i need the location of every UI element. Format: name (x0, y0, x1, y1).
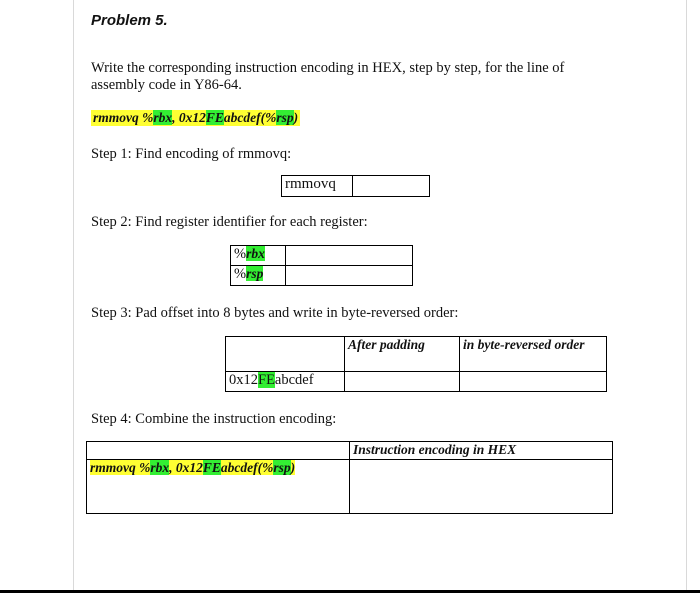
step3-padded-answer-cell[interactable] (345, 372, 460, 392)
step4-blank-header (87, 442, 350, 460)
instr-mnemonic: rmmovq % (90, 460, 151, 475)
instr-reg2: rsp (273, 460, 291, 475)
step2-reg-cell (231, 246, 286, 266)
step3-label: Step 3: Pad offset into 8 bytes and write in byte-reversed order: (91, 305, 459, 321)
step4-instruction-line (90, 460, 295, 475)
step1-answer-cell[interactable] (353, 176, 430, 197)
reg-prefix: % (234, 246, 247, 262)
instr-close: ) (290, 460, 296, 475)
instr-fe: FE (202, 460, 221, 475)
reg-rsp: rsp (246, 266, 264, 281)
reg-prefix: % (234, 266, 247, 282)
instruction-line (91, 110, 300, 126)
instr-close: ) (293, 110, 299, 125)
step4-table (86, 441, 613, 514)
step1-mnemonic-cell: rmmovq (282, 176, 353, 197)
offset-pre: 0x12 (229, 372, 258, 388)
step2-rsp-answer-cell[interactable] (286, 266, 413, 286)
offset-post: abcdef (274, 372, 314, 388)
step3-table (225, 336, 607, 392)
offset-fe: FE (258, 372, 275, 388)
step4-label: Step 4: Combine the instruction encoding: (91, 411, 337, 427)
page-right-edge (686, 0, 687, 593)
step3-blank-header (226, 337, 345, 372)
instr-reg2: rsp (276, 110, 294, 125)
step4-answer-cell[interactable] (350, 460, 613, 514)
instr-reg1: rbx (153, 110, 173, 125)
instr-tail: abcdef(% (220, 460, 274, 475)
instr-fe: FE (205, 110, 224, 125)
step3-reversed-answer-cell[interactable] (460, 372, 607, 392)
step3-byte-reversed-header: in byte-reversed order (460, 337, 607, 372)
step1-table (281, 175, 430, 197)
step3-offset-cell (226, 372, 345, 392)
instr-mid: , 0x12 (172, 110, 206, 125)
step2-rbx-answer-cell[interactable] (286, 246, 413, 266)
step1-label: Step 1: Find encoding of rmmovq: (91, 146, 292, 162)
step2-label: Step 2: Find register identifier for each register: (91, 214, 368, 230)
reg-rbx: rbx (246, 246, 265, 261)
problem-title: Problem 5. (91, 12, 168, 29)
step2-reg-cell (231, 266, 286, 286)
instr-reg1: rbx (150, 460, 170, 475)
page-left-edge (73, 0, 74, 593)
instr-mid: , 0x12 (169, 460, 203, 475)
step3-after-padding-header: After padding (345, 337, 460, 372)
instr-tail: abcdef(% (223, 110, 277, 125)
step4-encoding-header: Instruction encoding in HEX (350, 442, 613, 460)
instr-mnemonic: rmmovq % (93, 110, 154, 125)
step4-instruction-cell (87, 460, 350, 514)
step2-table (230, 245, 413, 286)
intro-paragraph: Write the corresponding instruction encoding in HEX, step by step, for the line of assembly code in Y86-64. (91, 60, 565, 93)
